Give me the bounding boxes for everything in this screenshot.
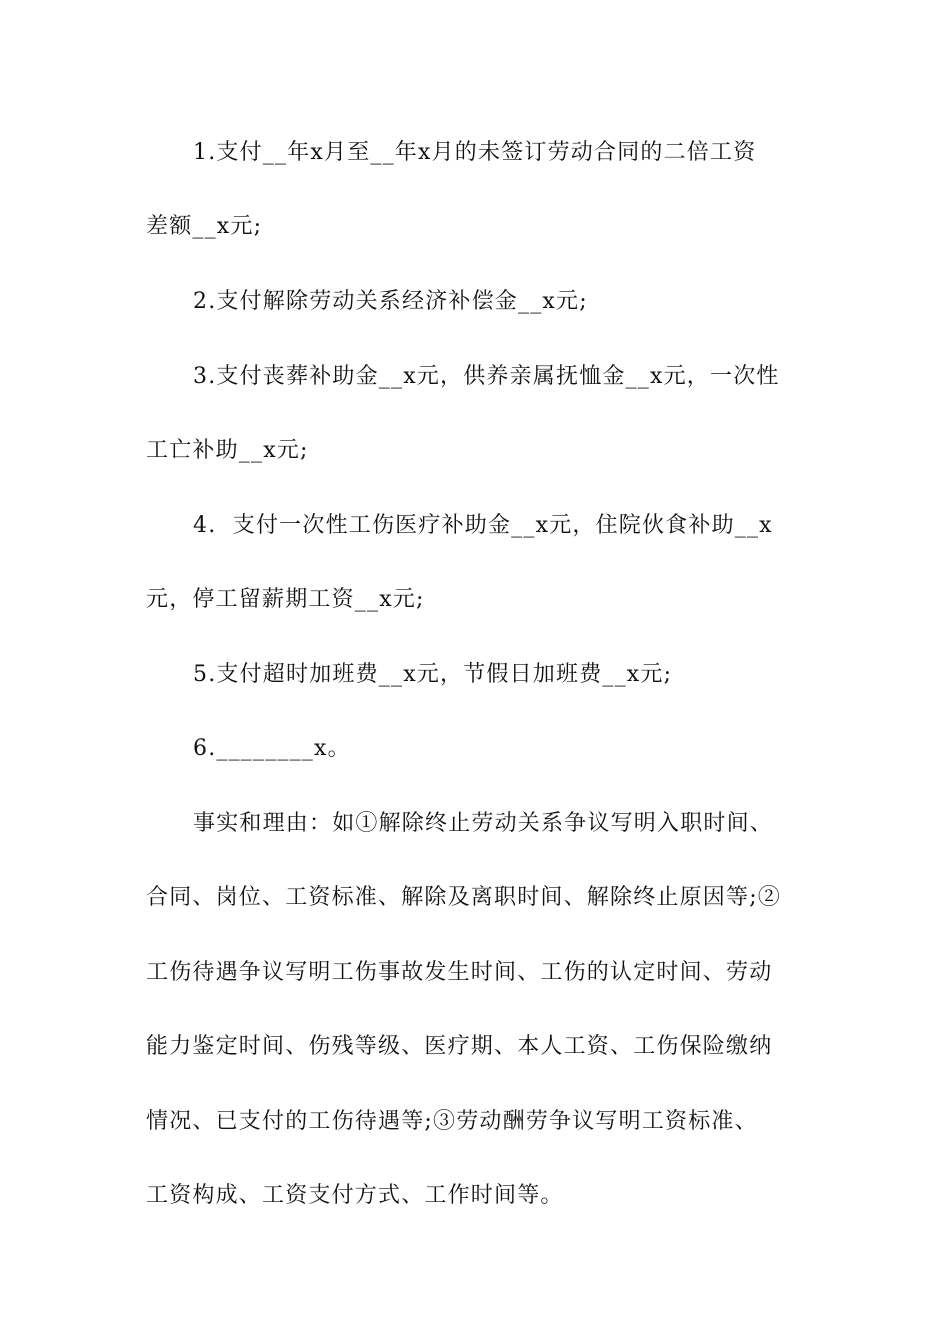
claim-5-line-1: 5.支付超时加班费__x元，节假日加班费__x元; bbox=[193, 662, 673, 687]
claim-4-line-2: 元，停工留薪期工资__x元; bbox=[146, 587, 425, 612]
claim-2-line-1: 2.支付解除劳动关系经济补偿金__x元; bbox=[193, 289, 588, 314]
facts-line-1: 事实和理由：如①解除终止劳动关系争议写明入职时间、 bbox=[193, 811, 774, 836]
claim-6-line-1: 6.________x。 bbox=[193, 736, 351, 761]
facts-line-2: 合同、岗位、工资标准、解除及离职时间、解除终止原因等;② bbox=[146, 885, 782, 910]
claim-3-line-1: 3.支付丧葬补助金__x元，供养亲属抚恤金__x元，一次性 bbox=[193, 364, 780, 389]
facts-line-5: 情况、已支付的工伤待遇等;③劳动酬劳争议写明工资标准、 bbox=[146, 1109, 758, 1134]
claim-1-line-2: 差额__x元; bbox=[146, 214, 263, 239]
claim-4-line-1: 4. 支付一次性工伤医疗补助金__x元，住院伙食补助__x bbox=[193, 513, 773, 538]
facts-line-3: 工伤待遇争议写明工伤事故发生时间、工伤的认定时间、劳动 bbox=[146, 960, 773, 985]
claim-3-line-2: 工亡补助__x元; bbox=[146, 438, 309, 463]
facts-line-4: 能力鉴定时间、伤残等级、医疗期、本人工资、工伤保险缴纳 bbox=[146, 1034, 773, 1059]
facts-line-6: 工资构成、工资支付方式、工作时间等。 bbox=[146, 1183, 564, 1208]
claim-1-line-1: 1.支付__年x月至__年x月的未签订劳动合同的二倍工资 bbox=[193, 140, 757, 165]
